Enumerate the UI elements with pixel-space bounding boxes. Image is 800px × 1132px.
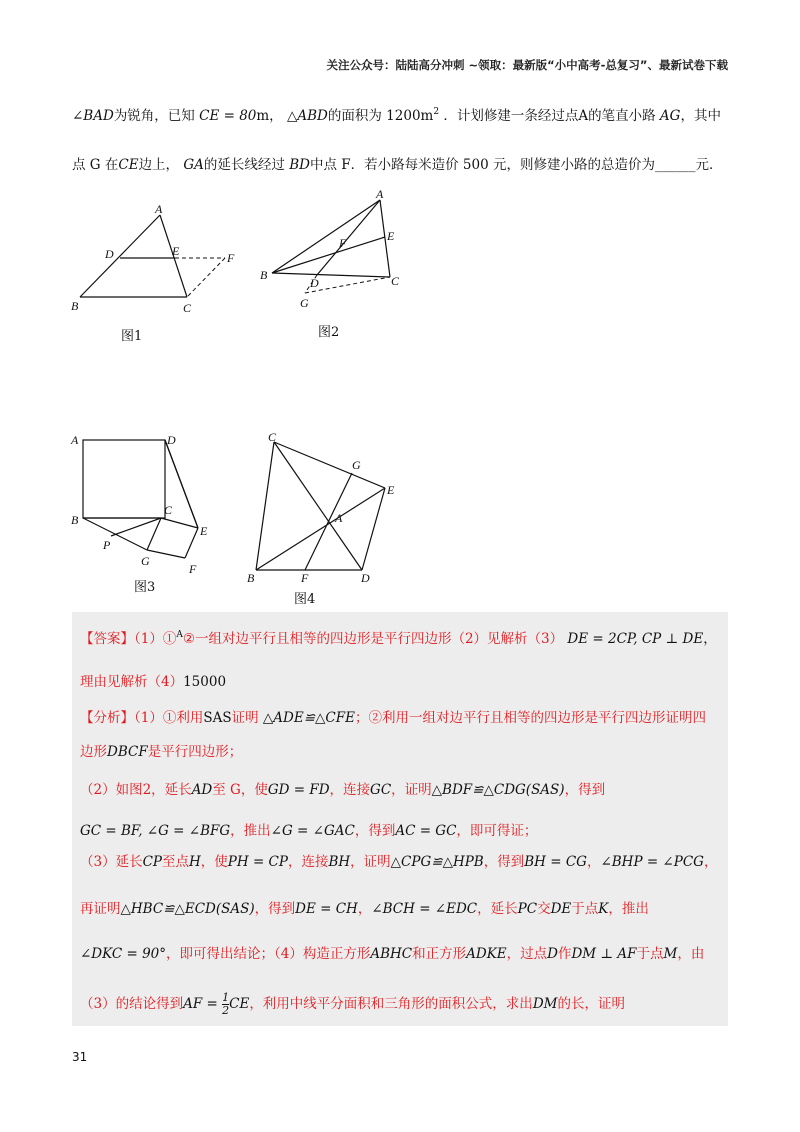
figure-4 <box>240 428 410 597</box>
fig2-label-b: B <box>260 268 268 282</box>
fig2-label-g: G <box>300 296 309 310</box>
fig2-caption: 图2 <box>318 325 340 340</box>
problem-line-1: ∠BAD为锐角，已知 CE = 80m， △ABD的面积为 $1200m^2$ ．计划修建一条经过点A的笔直小路 AG，其中 <box>72 107 721 124</box>
fig3-label-c: C <box>164 503 173 517</box>
fig3-label-p: P <box>103 538 111 552</box>
fig4-caption: 图4 <box>294 592 316 607</box>
analysis-row-8: （3）的结论得到AF = $\frac{1}{2}$ CE，利用中线平分面积和三角形的面积公式，求出DM的长，证明 <box>80 991 625 1017</box>
analysis-row-6: 再证明△HBC≌△ECD(SAS)，得到DE = CH，∠BCH = ∠EDC，延长PC交DE于点K，推出 <box>80 901 649 917</box>
analysis-row-3: （2）如图2，延长AD至 G，使GD = FD，连接GC，证明△BDF≌△CDG(SAS)，得到 <box>80 782 606 798</box>
fig4-label-e: E <box>387 483 395 497</box>
fig4-label-d: D <box>361 571 370 585</box>
analysis-row-2: 边形DBCF是平行四边形； <box>80 744 243 760</box>
fig3-label-g: G <box>141 554 150 568</box>
fig3-label-f: F <box>189 562 197 576</box>
fig1-label-d: D <box>105 247 114 261</box>
fraction-half: $\frac{1}{2}$ <box>222 991 230 1017</box>
analysis-row-7: ∠DKC = 90°，即可得出结论；（4）构造正方形ABHC和正方形ADKE，过点D作DM ⊥ AF于点M，由 <box>80 946 705 962</box>
answer-panel <box>72 612 728 1026</box>
fig2-label-d: D <box>310 276 319 290</box>
fig1-label-a: A <box>155 202 163 216</box>
fig3-caption: 图3 <box>134 580 156 595</box>
fig2-label-e: E <box>387 229 395 243</box>
page-number: 31 <box>72 1050 88 1064</box>
fig4-label-c: C <box>268 430 277 444</box>
fig4-label-g: G <box>352 458 361 472</box>
analysis-row-1: 【分析】（1）①利用SAS证明 △ADE≌△CFE；②利用一组对边平行且相等的四边形是平行四边形证明四 <box>80 710 706 726</box>
page-header: 关注公众号：陆陆高分冲刺 ~领取：最新版“小中高考-总复习”、最新试卷下载 <box>326 58 728 72</box>
fig1-label-e: E <box>172 244 180 258</box>
fig1-label-f: F <box>227 251 235 265</box>
figure-2 <box>255 185 415 324</box>
fig2-label-f: F <box>339 236 347 250</box>
fig3-label-e: E <box>200 524 208 538</box>
fig2-label-a: A <box>376 187 384 201</box>
figure-3 <box>65 428 225 582</box>
fig3-label-d: D <box>167 433 176 447</box>
answer-row-2: 理由见解析（4）15000 <box>80 674 227 690</box>
fig3-label-b: B <box>71 513 79 527</box>
analysis-row-4: GC = BF, ∠G = ∠BFG，推出∠G = ∠GAC，得到AC = GC，即可得证； <box>80 823 538 839</box>
fig2-label-c: C <box>391 274 400 288</box>
fig4-label-f: F <box>301 571 309 585</box>
fig1-caption: 图1 <box>121 329 143 344</box>
fig3-label-a: A <box>71 433 79 447</box>
fig1-label-c: C <box>183 301 192 315</box>
fig4-label-a: A <box>335 511 343 525</box>
fig4-label-b: B <box>247 571 255 585</box>
analysis-row-5: （3）延长CP至点H，使PH = CP，连接BH，证明△CPG≌△HPB，得到BH = CG，∠BHP = ∠PCG， <box>80 854 718 870</box>
figure-1 <box>65 200 255 324</box>
answer-row-1: 【答案】（1）①$^A$②一组对边平行且相等的四边形是平行四边形（2）见解析（3） DE = 2CP, CP ⊥ DE， <box>80 630 717 647</box>
problem-line-2: 点 G 在CE边上， GA的延长线经过 BD中点 F．若小路每米造价 500 元，则修建小路的总造价为______元． <box>72 157 723 173</box>
fig1-label-b: B <box>71 299 79 313</box>
